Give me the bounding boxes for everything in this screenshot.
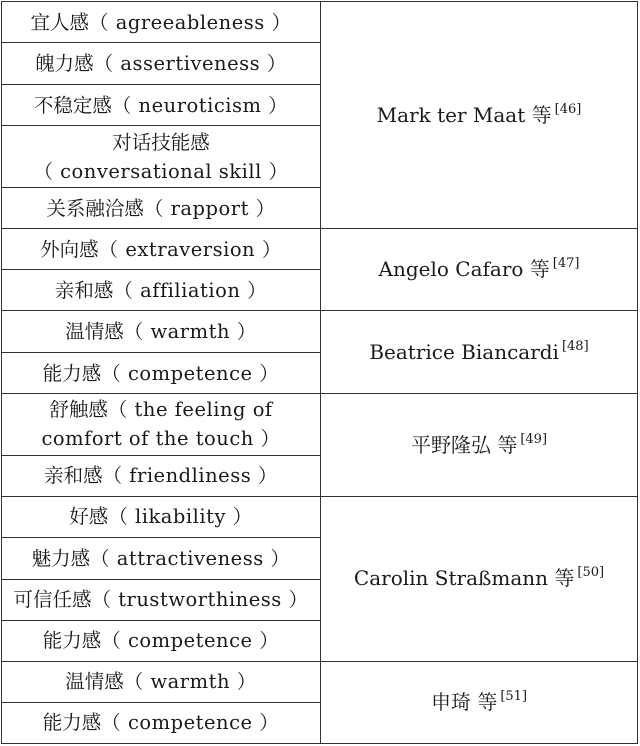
table-row [2,229,638,270]
citation-ref: [50] [577,565,605,581]
source-cell: 申琦 等 [51] [321,661,638,743]
attribute-cell: 魄力感（ assertiveness ） [2,43,321,85]
table-row [2,496,638,537]
attribute-cell: 亲和感（ affiliation ） [2,270,321,311]
attribute-cell: 能力感（ competence ） [2,702,321,743]
attribute-cell: 舒触感（ the feeling of comfort of the touch ） [2,394,321,455]
source-cell: 平野隆弘 等 [49] [321,394,638,496]
source-cell: Beatrice Biancardi [48] [321,311,638,394]
source-cell: Mark ter Maat 等 [46] [321,2,638,229]
table-body [2,2,638,744]
attribute-cell: 能力感（ competence ） [2,620,321,661]
attribute-cell: 外向感（ extraversion ） [2,229,321,270]
attribute-cell: 温情感（ warmth ） [2,661,321,702]
attribute-cell: 关系融洽感（ rapport ） [2,188,321,229]
source-cell: Angelo Cafaro 等 [47] [321,229,638,311]
table-row [2,661,638,702]
attribute-cell: 宜人感（ agreeableness ） [2,2,321,43]
attribute-cell: 能力感（ competence ） [2,353,321,394]
attribute-cell: 不稳定感（ neuroticism ） [2,85,321,126]
attribute-cell: 对话技能感 （ conversational skill ） [2,126,321,188]
citation-ref: [49] [520,431,548,447]
attribute-cell: 温情感（ warmth ） [2,311,321,353]
citation-ref: [48] [561,338,589,354]
source-cell: Carolin Straßmann 等 [50] [321,496,638,661]
table-row [2,2,638,43]
attribute-cell: 亲和感（ friendliness ） [2,455,321,496]
table-row [2,311,638,353]
perception-attributes-table [1,1,638,744]
citation-ref: [51] [500,688,528,704]
citation-ref: [47] [552,256,580,272]
attribute-cell: 可信任感（ trustworthiness ） [2,579,321,620]
table-row [2,394,638,455]
attribute-cell: 好感（ likability ） [2,496,321,537]
citation-ref: [46] [554,101,582,117]
attribute-cell: 魅力感（ attractiveness ） [2,537,321,579]
